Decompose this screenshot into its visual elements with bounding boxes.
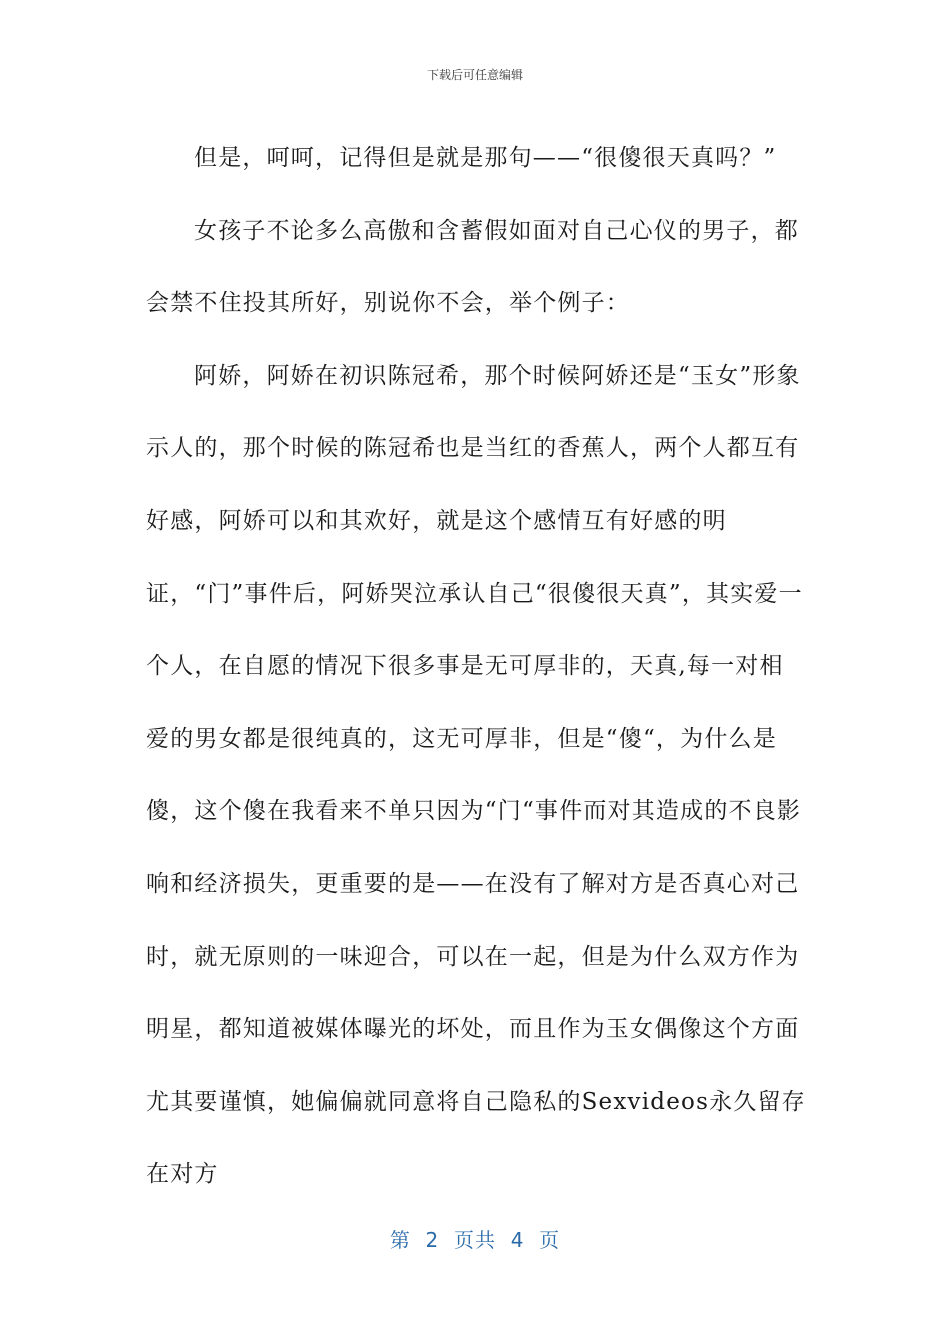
document-body [146, 122, 806, 1211]
header-note: 下载后可任意编辑 [426, 68, 523, 82]
paragraph-1: 但是，呵呵，记得但是就是那句——“很傻很天真吗？” [194, 145, 777, 171]
page-footer [0, 1224, 950, 1253]
page-number-label: 第 2 页共 4 页 [389, 1228, 561, 1252]
paragraph-2: 女孩子不论多么高傲和含蓄假如面对自己心仪的男子，都会禁不住投其所好，别说你不会，举个例子： [146, 217, 799, 317]
paragraph-3: 阿娇，阿娇在初识陈冠希，那个时候阿娇还是“玉女”形象示人的，那个时候的陈冠希也是当红的香蕉人，两个人都互有好感，阿娇可以和其欢好，就是这个感情互有好感的明证，“门”事件后，阿娇哭泣承认自己“很傻很天真”，其实爱一个人，在自愿的情况下很多事是无可厚非的，天真,每一对相爱的男女都是很纯真的，这无可厚非，但是“傻“，为什么是傻，这个傻在我看来不单只因为“门“事件而对其造成的不良影响和经济损失，更重要的是——在没有了解对方是否真心对己时，就无原则的一味迎合，可以在一起，但是为什么双方作为明星，都知道被媒体曝光的坏处，而且作为玉女偶像这个方面尤其要谨慎，她偏偏就同意将自己隐私的Sexvideos永久留存在对方 [146, 362, 806, 1188]
